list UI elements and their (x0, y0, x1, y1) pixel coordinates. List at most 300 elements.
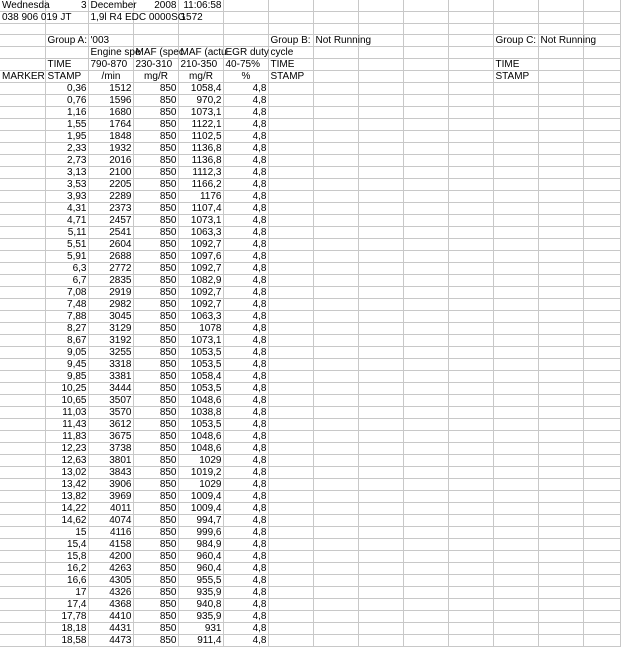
empty-cell[interactable] (583, 383, 620, 395)
empty-cell[interactable] (358, 503, 403, 515)
data-cell[interactable]: 4,8 (223, 395, 268, 407)
data-cell[interactable]: 850 (133, 203, 178, 215)
empty-cell[interactable] (403, 467, 448, 479)
empty-cell[interactable] (313, 503, 358, 515)
empty-cell[interactable] (538, 215, 583, 227)
data-cell[interactable]: 2289 (88, 191, 133, 203)
header-cell[interactable]: STAMP (493, 71, 538, 83)
empty-cell[interactable] (403, 347, 448, 359)
empty-cell[interactable] (448, 491, 493, 503)
empty-cell[interactable] (268, 191, 313, 203)
data-cell[interactable]: 4,8 (223, 539, 268, 551)
data-cell[interactable]: 1073,1 (178, 335, 223, 347)
empty-cell[interactable] (448, 203, 493, 215)
empty-cell[interactable] (538, 263, 583, 275)
empty-cell[interactable] (313, 347, 358, 359)
empty-cell[interactable] (358, 443, 403, 455)
empty-cell[interactable] (493, 599, 538, 611)
empty-cell[interactable] (448, 299, 493, 311)
empty-cell[interactable] (583, 587, 620, 599)
empty-cell[interactable] (313, 443, 358, 455)
empty-cell[interactable] (268, 299, 313, 311)
empty-cell[interactable] (403, 179, 448, 191)
header-cell[interactable] (403, 59, 448, 71)
empty-cell[interactable] (313, 215, 358, 227)
data-cell[interactable]: 4,8 (223, 251, 268, 263)
data-cell[interactable]: 7,08 (45, 287, 88, 299)
empty-cell[interactable] (0, 359, 45, 371)
empty-cell[interactable] (538, 575, 583, 587)
empty-cell[interactable] (403, 551, 448, 563)
data-cell[interactable]: 4074 (88, 515, 133, 527)
data-cell[interactable]: 4,8 (223, 419, 268, 431)
data-cell[interactable]: 1053,5 (178, 347, 223, 359)
empty-cell[interactable] (313, 227, 358, 239)
data-cell[interactable]: 1009,4 (178, 491, 223, 503)
empty-cell[interactable] (583, 623, 620, 635)
empty-cell[interactable] (403, 203, 448, 215)
empty-cell[interactable] (403, 419, 448, 431)
data-cell[interactable]: 850 (133, 263, 178, 275)
header-cell[interactable] (448, 35, 493, 47)
data-cell[interactable]: 4,8 (223, 575, 268, 587)
empty-cell[interactable] (493, 371, 538, 383)
empty-cell[interactable] (538, 107, 583, 119)
empty-cell[interactable] (403, 407, 448, 419)
empty-cell[interactable] (403, 611, 448, 623)
header-cell[interactable] (223, 0, 268, 12)
data-cell[interactable]: 1176 (178, 191, 223, 203)
empty-cell[interactable] (448, 515, 493, 527)
empty-cell[interactable] (0, 215, 45, 227)
empty-cell[interactable] (358, 155, 403, 167)
header-cell[interactable] (133, 24, 178, 35)
data-cell[interactable]: 1107,4 (178, 203, 223, 215)
header-cell[interactable] (538, 24, 583, 35)
data-cell[interactable]: 4,8 (223, 635, 268, 647)
data-cell[interactable]: 935,9 (178, 587, 223, 599)
empty-cell[interactable] (538, 515, 583, 527)
empty-cell[interactable] (313, 611, 358, 623)
data-cell[interactable]: 1053,5 (178, 419, 223, 431)
empty-cell[interactable] (448, 563, 493, 575)
header-cell[interactable]: /min (88, 71, 133, 83)
empty-cell[interactable] (0, 239, 45, 251)
header-cell[interactable] (448, 47, 493, 59)
data-cell[interactable]: 2688 (88, 251, 133, 263)
empty-cell[interactable] (313, 563, 358, 575)
data-cell[interactable]: 4011 (88, 503, 133, 515)
data-cell[interactable]: 850 (133, 311, 178, 323)
empty-cell[interactable] (448, 323, 493, 335)
data-cell[interactable]: 2457 (88, 215, 133, 227)
empty-cell[interactable] (538, 383, 583, 395)
header-cell[interactable] (133, 35, 178, 47)
empty-cell[interactable] (0, 491, 45, 503)
empty-cell[interactable] (268, 527, 313, 539)
empty-cell[interactable] (493, 227, 538, 239)
data-cell[interactable]: 2100 (88, 167, 133, 179)
empty-cell[interactable] (313, 143, 358, 155)
empty-cell[interactable] (583, 167, 620, 179)
empty-cell[interactable] (403, 599, 448, 611)
data-cell[interactable]: 13,02 (45, 467, 88, 479)
empty-cell[interactable] (358, 119, 403, 131)
empty-cell[interactable] (268, 467, 313, 479)
data-cell[interactable]: 2016 (88, 155, 133, 167)
empty-cell[interactable] (583, 467, 620, 479)
data-cell[interactable]: 1136,8 (178, 143, 223, 155)
empty-cell[interactable] (493, 143, 538, 155)
data-cell[interactable]: 1009,4 (178, 503, 223, 515)
empty-cell[interactable] (538, 359, 583, 371)
empty-cell[interactable] (583, 503, 620, 515)
empty-cell[interactable] (403, 359, 448, 371)
data-cell[interactable]: 850 (133, 443, 178, 455)
empty-cell[interactable] (538, 635, 583, 647)
empty-cell[interactable] (583, 395, 620, 407)
empty-cell[interactable] (0, 83, 45, 95)
empty-cell[interactable] (268, 419, 313, 431)
data-cell[interactable]: 14,22 (45, 503, 88, 515)
header-cell[interactable] (0, 24, 45, 35)
data-cell[interactable]: 3,13 (45, 167, 88, 179)
empty-cell[interactable] (538, 239, 583, 251)
empty-cell[interactable] (448, 539, 493, 551)
empty-cell[interactable] (448, 635, 493, 647)
header-cell[interactable] (448, 12, 493, 24)
empty-cell[interactable] (0, 347, 45, 359)
empty-cell[interactable] (448, 119, 493, 131)
empty-cell[interactable] (403, 143, 448, 155)
empty-cell[interactable] (268, 227, 313, 239)
data-cell[interactable]: 1019,2 (178, 467, 223, 479)
data-cell[interactable]: 994,7 (178, 515, 223, 527)
empty-cell[interactable] (448, 83, 493, 95)
data-cell[interactable]: 3444 (88, 383, 133, 395)
empty-cell[interactable] (268, 587, 313, 599)
header-cell[interactable] (583, 47, 620, 59)
data-cell[interactable]: 4,8 (223, 131, 268, 143)
empty-cell[interactable] (583, 95, 620, 107)
empty-cell[interactable] (268, 83, 313, 95)
empty-cell[interactable] (358, 299, 403, 311)
empty-cell[interactable] (0, 407, 45, 419)
empty-cell[interactable] (583, 575, 620, 587)
empty-cell[interactable] (0, 551, 45, 563)
empty-cell[interactable] (403, 371, 448, 383)
empty-cell[interactable] (493, 167, 538, 179)
data-cell[interactable]: 5,91 (45, 251, 88, 263)
empty-cell[interactable] (358, 395, 403, 407)
empty-cell[interactable] (538, 287, 583, 299)
data-cell[interactable]: 850 (133, 515, 178, 527)
data-cell[interactable]: 850 (133, 119, 178, 131)
empty-cell[interactable] (403, 587, 448, 599)
header-cell[interactable]: mg/R (178, 71, 223, 83)
data-cell[interactable]: 2982 (88, 299, 133, 311)
empty-cell[interactable] (403, 155, 448, 167)
data-cell[interactable]: 16,6 (45, 575, 88, 587)
data-cell[interactable]: 2,33 (45, 143, 88, 155)
data-cell[interactable]: 4,8 (223, 587, 268, 599)
data-cell[interactable]: 4,8 (223, 119, 268, 131)
empty-cell[interactable] (358, 311, 403, 323)
data-cell[interactable]: 1,95 (45, 131, 88, 143)
empty-cell[interactable] (493, 335, 538, 347)
data-cell[interactable]: 850 (133, 539, 178, 551)
header-cell[interactable] (88, 24, 133, 35)
empty-cell[interactable] (358, 95, 403, 107)
empty-cell[interactable] (448, 503, 493, 515)
data-cell[interactable]: 3507 (88, 395, 133, 407)
data-cell[interactable]: 8,27 (45, 323, 88, 335)
data-cell[interactable]: 16,2 (45, 563, 88, 575)
empty-cell[interactable] (538, 563, 583, 575)
empty-cell[interactable] (538, 335, 583, 347)
header-cell[interactable]: TIME (493, 59, 538, 71)
empty-cell[interactable] (268, 455, 313, 467)
empty-cell[interactable] (583, 347, 620, 359)
data-cell[interactable]: 7,48 (45, 299, 88, 311)
empty-cell[interactable] (0, 227, 45, 239)
empty-cell[interactable] (538, 179, 583, 191)
header-cell[interactable] (583, 12, 620, 24)
data-cell[interactable]: 850 (133, 383, 178, 395)
empty-cell[interactable] (313, 371, 358, 383)
empty-cell[interactable] (448, 95, 493, 107)
empty-cell[interactable] (268, 491, 313, 503)
empty-cell[interactable] (268, 503, 313, 515)
empty-cell[interactable] (358, 251, 403, 263)
data-cell[interactable]: 850 (133, 215, 178, 227)
empty-cell[interactable] (448, 407, 493, 419)
data-cell[interactable]: 4,8 (223, 287, 268, 299)
empty-cell[interactable] (403, 251, 448, 263)
empty-cell[interactable] (448, 179, 493, 191)
empty-cell[interactable] (538, 251, 583, 263)
data-cell[interactable]: 12,63 (45, 455, 88, 467)
empty-cell[interactable] (313, 155, 358, 167)
empty-cell[interactable] (403, 539, 448, 551)
empty-cell[interactable] (403, 311, 448, 323)
header-cell[interactable]: EGR duty (223, 47, 268, 59)
empty-cell[interactable] (268, 611, 313, 623)
empty-cell[interactable] (583, 323, 620, 335)
empty-cell[interactable] (358, 275, 403, 287)
empty-cell[interactable] (403, 527, 448, 539)
data-cell[interactable]: 4326 (88, 587, 133, 599)
data-cell[interactable]: 1102,5 (178, 131, 223, 143)
data-cell[interactable]: 1073,1 (178, 215, 223, 227)
empty-cell[interactable] (493, 179, 538, 191)
empty-cell[interactable] (538, 227, 583, 239)
header-cell[interactable]: % (223, 71, 268, 83)
empty-cell[interactable] (538, 431, 583, 443)
empty-cell[interactable] (358, 467, 403, 479)
header-cell[interactable] (268, 24, 313, 35)
data-cell[interactable]: 2835 (88, 275, 133, 287)
header-cell[interactable] (538, 47, 583, 59)
empty-cell[interactable] (358, 419, 403, 431)
header-cell[interactable]: Not Running (538, 35, 583, 47)
empty-cell[interactable] (493, 395, 538, 407)
empty-cell[interactable] (583, 335, 620, 347)
empty-cell[interactable] (0, 503, 45, 515)
data-cell[interactable]: 999,6 (178, 527, 223, 539)
data-cell[interactable]: 4,8 (223, 143, 268, 155)
empty-cell[interactable] (583, 443, 620, 455)
empty-cell[interactable] (403, 431, 448, 443)
empty-cell[interactable] (313, 467, 358, 479)
header-cell[interactable] (358, 24, 403, 35)
data-cell[interactable]: 4,8 (223, 563, 268, 575)
header-cell[interactable] (538, 71, 583, 83)
empty-cell[interactable] (268, 287, 313, 299)
header-cell[interactable] (223, 24, 268, 35)
empty-cell[interactable] (358, 191, 403, 203)
empty-cell[interactable] (583, 515, 620, 527)
empty-cell[interactable] (493, 275, 538, 287)
empty-cell[interactable] (313, 395, 358, 407)
empty-cell[interactable] (538, 143, 583, 155)
empty-cell[interactable] (358, 599, 403, 611)
empty-cell[interactable] (0, 431, 45, 443)
header-cell[interactable]: 230-310 (133, 59, 178, 71)
empty-cell[interactable] (268, 635, 313, 647)
data-cell[interactable]: 4,8 (223, 191, 268, 203)
empty-cell[interactable] (403, 131, 448, 143)
empty-cell[interactable] (493, 491, 538, 503)
data-cell[interactable]: 3801 (88, 455, 133, 467)
header-cell[interactable] (313, 47, 358, 59)
empty-cell[interactable] (493, 155, 538, 167)
empty-cell[interactable] (0, 323, 45, 335)
empty-cell[interactable] (313, 83, 358, 95)
empty-cell[interactable] (538, 467, 583, 479)
data-cell[interactable]: 1122,1 (178, 119, 223, 131)
empty-cell[interactable] (0, 383, 45, 395)
header-cell[interactable] (268, 0, 313, 12)
empty-cell[interactable] (358, 335, 403, 347)
empty-cell[interactable] (583, 251, 620, 263)
empty-cell[interactable] (583, 455, 620, 467)
empty-cell[interactable] (583, 419, 620, 431)
empty-cell[interactable] (583, 611, 620, 623)
data-cell[interactable]: 3969 (88, 491, 133, 503)
data-cell[interactable]: 1078 (178, 323, 223, 335)
empty-cell[interactable] (0, 515, 45, 527)
empty-cell[interactable] (358, 551, 403, 563)
empty-cell[interactable] (448, 383, 493, 395)
empty-cell[interactable] (313, 311, 358, 323)
data-cell[interactable]: 4,8 (223, 503, 268, 515)
empty-cell[interactable] (313, 575, 358, 587)
empty-cell[interactable] (583, 407, 620, 419)
data-cell[interactable]: 4,8 (223, 323, 268, 335)
empty-cell[interactable] (313, 635, 358, 647)
empty-cell[interactable] (313, 623, 358, 635)
data-cell[interactable]: 850 (133, 563, 178, 575)
empty-cell[interactable] (358, 167, 403, 179)
empty-cell[interactable] (268, 263, 313, 275)
empty-cell[interactable] (358, 563, 403, 575)
empty-cell[interactable] (493, 539, 538, 551)
data-cell[interactable]: 3612 (88, 419, 133, 431)
data-cell[interactable]: 4,8 (223, 443, 268, 455)
empty-cell[interactable] (313, 335, 358, 347)
empty-cell[interactable] (0, 167, 45, 179)
empty-cell[interactable] (448, 107, 493, 119)
header-cell[interactable] (178, 24, 223, 35)
header-cell[interactable] (268, 12, 313, 24)
empty-cell[interactable] (403, 503, 448, 515)
header-cell[interactable] (583, 59, 620, 71)
empty-cell[interactable] (268, 167, 313, 179)
data-cell[interactable]: 850 (133, 503, 178, 515)
empty-cell[interactable] (0, 251, 45, 263)
empty-cell[interactable] (313, 515, 358, 527)
empty-cell[interactable] (0, 623, 45, 635)
data-cell[interactable]: 850 (133, 359, 178, 371)
data-cell[interactable]: 4,8 (223, 107, 268, 119)
empty-cell[interactable] (268, 407, 313, 419)
empty-cell[interactable] (493, 551, 538, 563)
header-cell[interactable] (0, 35, 45, 47)
header-cell[interactable]: December (88, 0, 133, 12)
data-cell[interactable]: 850 (133, 479, 178, 491)
data-cell[interactable]: 3,53 (45, 179, 88, 191)
empty-cell[interactable] (358, 359, 403, 371)
data-cell[interactable]: 4,8 (223, 299, 268, 311)
data-cell[interactable]: 2772 (88, 263, 133, 275)
data-cell[interactable]: 4,8 (223, 599, 268, 611)
data-cell[interactable]: 2541 (88, 227, 133, 239)
empty-cell[interactable] (403, 455, 448, 467)
header-cell[interactable] (448, 71, 493, 83)
empty-cell[interactable] (0, 635, 45, 647)
data-cell[interactable]: 7,88 (45, 311, 88, 323)
empty-cell[interactable] (268, 311, 313, 323)
data-cell[interactable]: 1097,6 (178, 251, 223, 263)
empty-cell[interactable] (313, 323, 358, 335)
header-cell[interactable] (45, 24, 88, 35)
header-cell[interactable] (493, 24, 538, 35)
header-cell[interactable] (178, 35, 223, 47)
data-cell[interactable]: 850 (133, 395, 178, 407)
empty-cell[interactable] (493, 95, 538, 107)
data-cell[interactable]: 850 (133, 335, 178, 347)
empty-cell[interactable] (448, 131, 493, 143)
empty-cell[interactable] (0, 587, 45, 599)
empty-cell[interactable] (268, 575, 313, 587)
empty-cell[interactable] (538, 191, 583, 203)
empty-cell[interactable] (268, 359, 313, 371)
data-cell[interactable]: 3192 (88, 335, 133, 347)
data-cell[interactable]: 850 (133, 467, 178, 479)
data-cell[interactable]: 4,8 (223, 431, 268, 443)
header-cell[interactable]: cycle (268, 47, 313, 59)
data-cell[interactable]: 4,8 (223, 95, 268, 107)
empty-cell[interactable] (538, 395, 583, 407)
empty-cell[interactable] (313, 383, 358, 395)
empty-cell[interactable] (0, 599, 45, 611)
empty-cell[interactable] (403, 479, 448, 491)
empty-cell[interactable] (358, 227, 403, 239)
empty-cell[interactable] (538, 407, 583, 419)
empty-cell[interactable] (448, 227, 493, 239)
empty-cell[interactable] (268, 563, 313, 575)
